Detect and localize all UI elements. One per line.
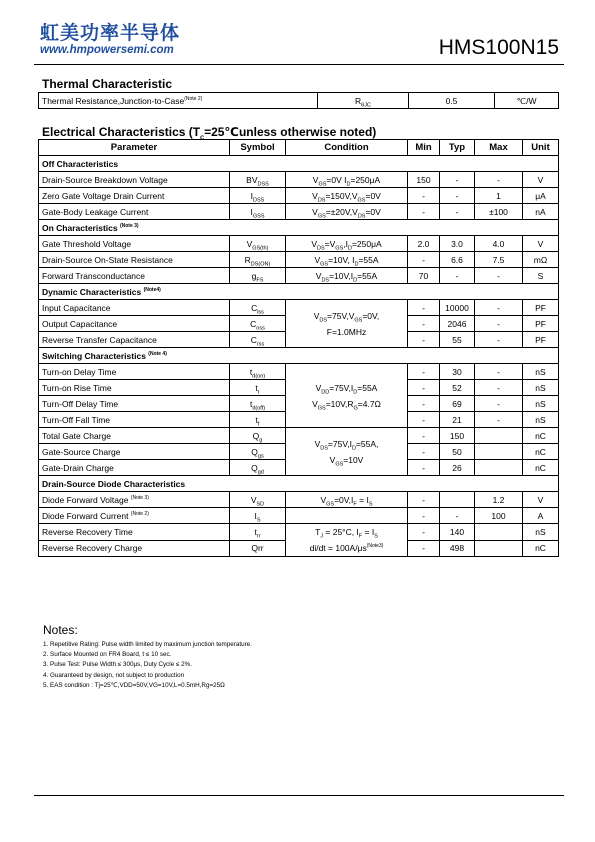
param-cell: Zero Gate Voltage Drain Current [39,188,230,204]
min-cell: - [408,540,440,557]
symbol-cell: $C_{oss}$ [230,316,286,332]
col-header: Unit [523,140,559,156]
thermal-symbol: $R_{\theta JC}$ [318,93,409,109]
symbol-cell: $Q_{gs}$ [230,444,286,460]
max-cell [475,460,523,476]
company-name-cn: 虹美功率半导体 [40,22,181,44]
max-cell: 100 [475,508,523,524]
max-cell: ±100 [475,204,523,220]
unit-cell: nC [523,444,559,460]
typ-cell [440,492,475,508]
typ-cell: 498 [440,540,475,557]
symbol-cell: $BV_{DSS}$ [230,172,286,188]
unit-cell: nC [523,540,559,557]
param-cell: Forward Transconductance [39,268,230,284]
company-url: www.hmpowersemi.com [40,44,174,56]
typ-cell: - [440,204,475,220]
note-item: 5. EAS condition : Tj=25℃,VDD=50V,VG=10V,L=0.5mH,Rg=25Ω [43,681,225,689]
symbol-cell: $I_{DSS}$ [230,188,286,204]
col-header: Max [475,140,523,156]
unit-cell: nS [523,364,559,380]
min-cell: 2.0 [408,236,440,252]
unit-cell: nC [523,428,559,444]
note-item: 3. Pulse Test: Pulse Width ≤ 300μs, Duty Cycle ≤ 2%. [43,661,193,669]
unit-cell: nS [523,380,559,396]
symbol-cell: $C_{rss}$ [230,332,286,348]
min-cell: 70 [408,268,440,284]
table-row [39,428,559,444]
min-cell: - [408,508,440,524]
unit-cell: nA [523,204,559,220]
footer-divider [34,795,564,796]
col-header: Typ [440,140,475,156]
min-cell: - [408,252,440,268]
col-header: Symbol [230,140,286,156]
group-row [39,348,559,364]
symbol-cell: $I_{GSS}$ [230,204,286,220]
symbol-cell: $V_{GS(th)}$ [230,236,286,252]
typ-cell: 6.6 [440,252,475,268]
max-cell: - [475,316,523,332]
min-cell: - [408,492,440,508]
max-cell: - [475,412,523,428]
typ-cell: - [440,172,475,188]
symbol-cell: $t_r$ [230,380,286,396]
electrical-title: Electrical Characteristics ($T_C=25℃unless$ otherwise noted) [42,125,377,142]
condition-cell: $V_{GS}=\pm 20V,V_{DS}=0V$ [286,204,408,220]
group-label: Switching Characteristics $^{(Note 4)}$ [39,348,559,364]
group-row [39,220,559,236]
unit-cell: μA [523,188,559,204]
min-cell: - [408,364,440,380]
condition-cell: $V_{DD}=75V,I_D=55A$ $V_{GS}=10V,R_G=4.7\Omega$ [286,364,408,428]
note-item: 4. Guaranteed by design, not subject to production [43,671,185,679]
param-cell: Gate-Drain Charge [39,460,230,476]
col-header: Min [408,140,440,156]
table-row [39,508,559,524]
header-divider [34,64,564,65]
max-cell: - [475,300,523,316]
min-cell: - [408,300,440,316]
group-label: Drain-Source Diode Characteristics [39,476,559,492]
table-row [39,172,559,188]
typ-cell: 10000 [440,300,475,316]
max-cell: - [475,364,523,380]
condition-cell: $V_{DS}=10V,I_D=55A$ [286,268,408,284]
group-row [39,476,559,492]
max-cell [475,524,523,541]
typ-cell: 140 [440,524,475,541]
condition-cell: $V_{DS}=V_{GS},I_D=250\mu A$ [286,236,408,252]
max-cell: 4.0 [475,236,523,252]
group-label: Dynamic Characteristics $^{(Note4)}$ [39,284,559,300]
typ-cell: - [440,188,475,204]
max-cell: 7.5 [475,252,523,268]
table-row [39,204,559,220]
group-row [39,284,559,300]
max-cell: - [475,268,523,284]
param-cell: Output Capacitance [39,316,230,332]
group-row [39,156,559,172]
condition-cell [286,508,408,524]
unit-cell: nC [523,460,559,476]
unit-cell: nS [523,396,559,412]
typ-cell: 52 [440,380,475,396]
typ-cell: 26 [440,460,475,476]
notes-section [43,623,252,691]
electrical-table [38,139,559,557]
typ-cell: 150 [440,428,475,444]
table-row [39,252,559,268]
min-cell: - [408,204,440,220]
param-cell: Reverse Transfer Capacitance [39,332,230,348]
symbol-cell: $V_{SD}$ [230,492,286,508]
thermal-title: Thermal Characteristic [42,77,173,91]
col-header: Condition [286,140,408,156]
min-cell: - [408,524,440,541]
symbol-cell: $C_{lss}$ [230,300,286,316]
unit-cell: nS [523,524,559,541]
unit-cell: V [523,236,559,252]
param-cell: Turn-Off Fall Time [39,412,230,428]
param-cell: Diode Forward Current $^{(Note 2)}$ [39,508,230,524]
max-cell [475,444,523,460]
symbol-cell: $t_f$ [230,412,286,428]
param-cell: Reverse Recovery Charge [39,540,230,557]
symbol-cell: $R_{DS(ON)}$ [230,252,286,268]
symbol-cell: $I_S$ [230,508,286,524]
max-cell: 1.2 [475,492,523,508]
param-cell: Gate Threshold Voltage [39,236,230,252]
min-cell: - [408,316,440,332]
unit-cell: S [523,268,559,284]
param-cell: Drain-Source Breakdown Voltage [39,172,230,188]
max-cell: - [475,332,523,348]
note-item: 2. Surface Mounted on FR4 Board, t ≤ 10 sec. [43,651,172,659]
unit-cell: V [523,172,559,188]
table-row [39,236,559,252]
typ-cell: - [440,508,475,524]
min-cell: - [408,444,440,460]
table-row [39,364,559,380]
group-label: On Characteristics $^{(Note 3)}$ [39,220,559,236]
min-cell: - [408,332,440,348]
company-logo [40,22,180,57]
typ-cell: 21 [440,412,475,428]
param-cell: Input Capacitance [39,300,230,316]
unit-cell: mΩ [523,252,559,268]
unit-cell: PF [523,316,559,332]
thermal-unit: ℃/W [495,93,559,109]
typ-cell: 50 [440,444,475,460]
condition-cell: $V_{DS}=75V,V_{GS}=0V$, F=1.0MHz [286,300,408,348]
typ-cell: 69 [440,396,475,412]
thermal-value: 0.5 [409,93,495,109]
param-cell: Turn-on Delay Time [39,364,230,380]
condition-cell: $V_{GS}=10V$, $I_D=55A$ [286,252,408,268]
symbol-cell: $t_{d(off)}$ [230,396,286,412]
table-row [39,268,559,284]
max-cell [475,428,523,444]
param-cell: Turn-Off Delay Time [39,396,230,412]
param-cell: Reverse Recovery Time [39,524,230,541]
max-cell: - [475,396,523,412]
typ-cell: 2046 [440,316,475,332]
param-cell: Gate-Source Charge [39,444,230,460]
symbol-cell: $t_{rr}$ [230,524,286,541]
notes-title: Notes: [43,623,78,637]
symbol-cell: Qrr [230,540,286,557]
param-cell: Drain-Source On-State Resistance [39,252,230,268]
note-item: 1. Repetitive Rating: Pulse width limited by maximum junction temperature. [43,641,252,648]
unit-cell: V [523,492,559,508]
typ-cell: 3.0 [440,236,475,252]
min-cell: - [408,396,440,412]
min-cell: - [408,380,440,396]
max-cell [475,540,523,557]
min-cell: - [408,188,440,204]
condition-cell: $V_{DS}=150V,V_{GS}=0V$ [286,188,408,204]
part-number: HMS100N15 [438,36,559,59]
typ-cell: - [440,268,475,284]
param-cell: Turn-on Rise Time [39,380,230,396]
max-cell: - [475,380,523,396]
unit-cell: PF [523,300,559,316]
thermal-param: Thermal Resistance,Junction-to-Case$^{(Note 2)}$ [39,93,318,109]
condition-cell: $V_{GS}=0V,I_F = I_S$ [286,492,408,508]
condition-cell: $V_{GS}=0V$ $I_D=250\mu A$ [286,172,408,188]
min-cell: - [408,428,440,444]
param-cell: Diode Forward Voltage $^{(Note 3)}$ [39,492,230,508]
unit-cell: PF [523,332,559,348]
unit-cell: nS [523,412,559,428]
max-cell: 1 [475,188,523,204]
thermal-table [38,92,559,109]
max-cell: - [475,172,523,188]
param-cell: Gate-Body Leakage Current [39,204,230,220]
min-cell: - [408,460,440,476]
unit-cell: A [523,508,559,524]
symbol-cell: $Q_{gd}$ [230,460,286,476]
symbol-cell: $g_{FS}$ [230,268,286,284]
table-row [39,300,559,316]
symbol-cell: $t_{d(on)}$ [230,364,286,380]
table-row [39,524,559,541]
min-cell: - [408,412,440,428]
typ-cell: 30 [440,364,475,380]
group-label: Off Characteristics [39,156,559,172]
col-header: Parameter [39,140,230,156]
condition-cell: $V_{DS}=75V,I_D=55A$, $V_{GS}=10V$ [286,428,408,476]
symbol-cell: $Q_g$ [230,428,286,444]
param-cell: Total Gate Charge [39,428,230,444]
typ-cell: 55 [440,332,475,348]
condition-cell: $T_J = 25^\circ C$, $I_F = I_S$ $di/dt = 100A/\mu s^{(Note3)}$ [286,524,408,557]
table-row [39,188,559,204]
table-row [39,492,559,508]
table-header-row [39,140,559,156]
table-row [39,93,559,109]
min-cell: 150 [408,172,440,188]
